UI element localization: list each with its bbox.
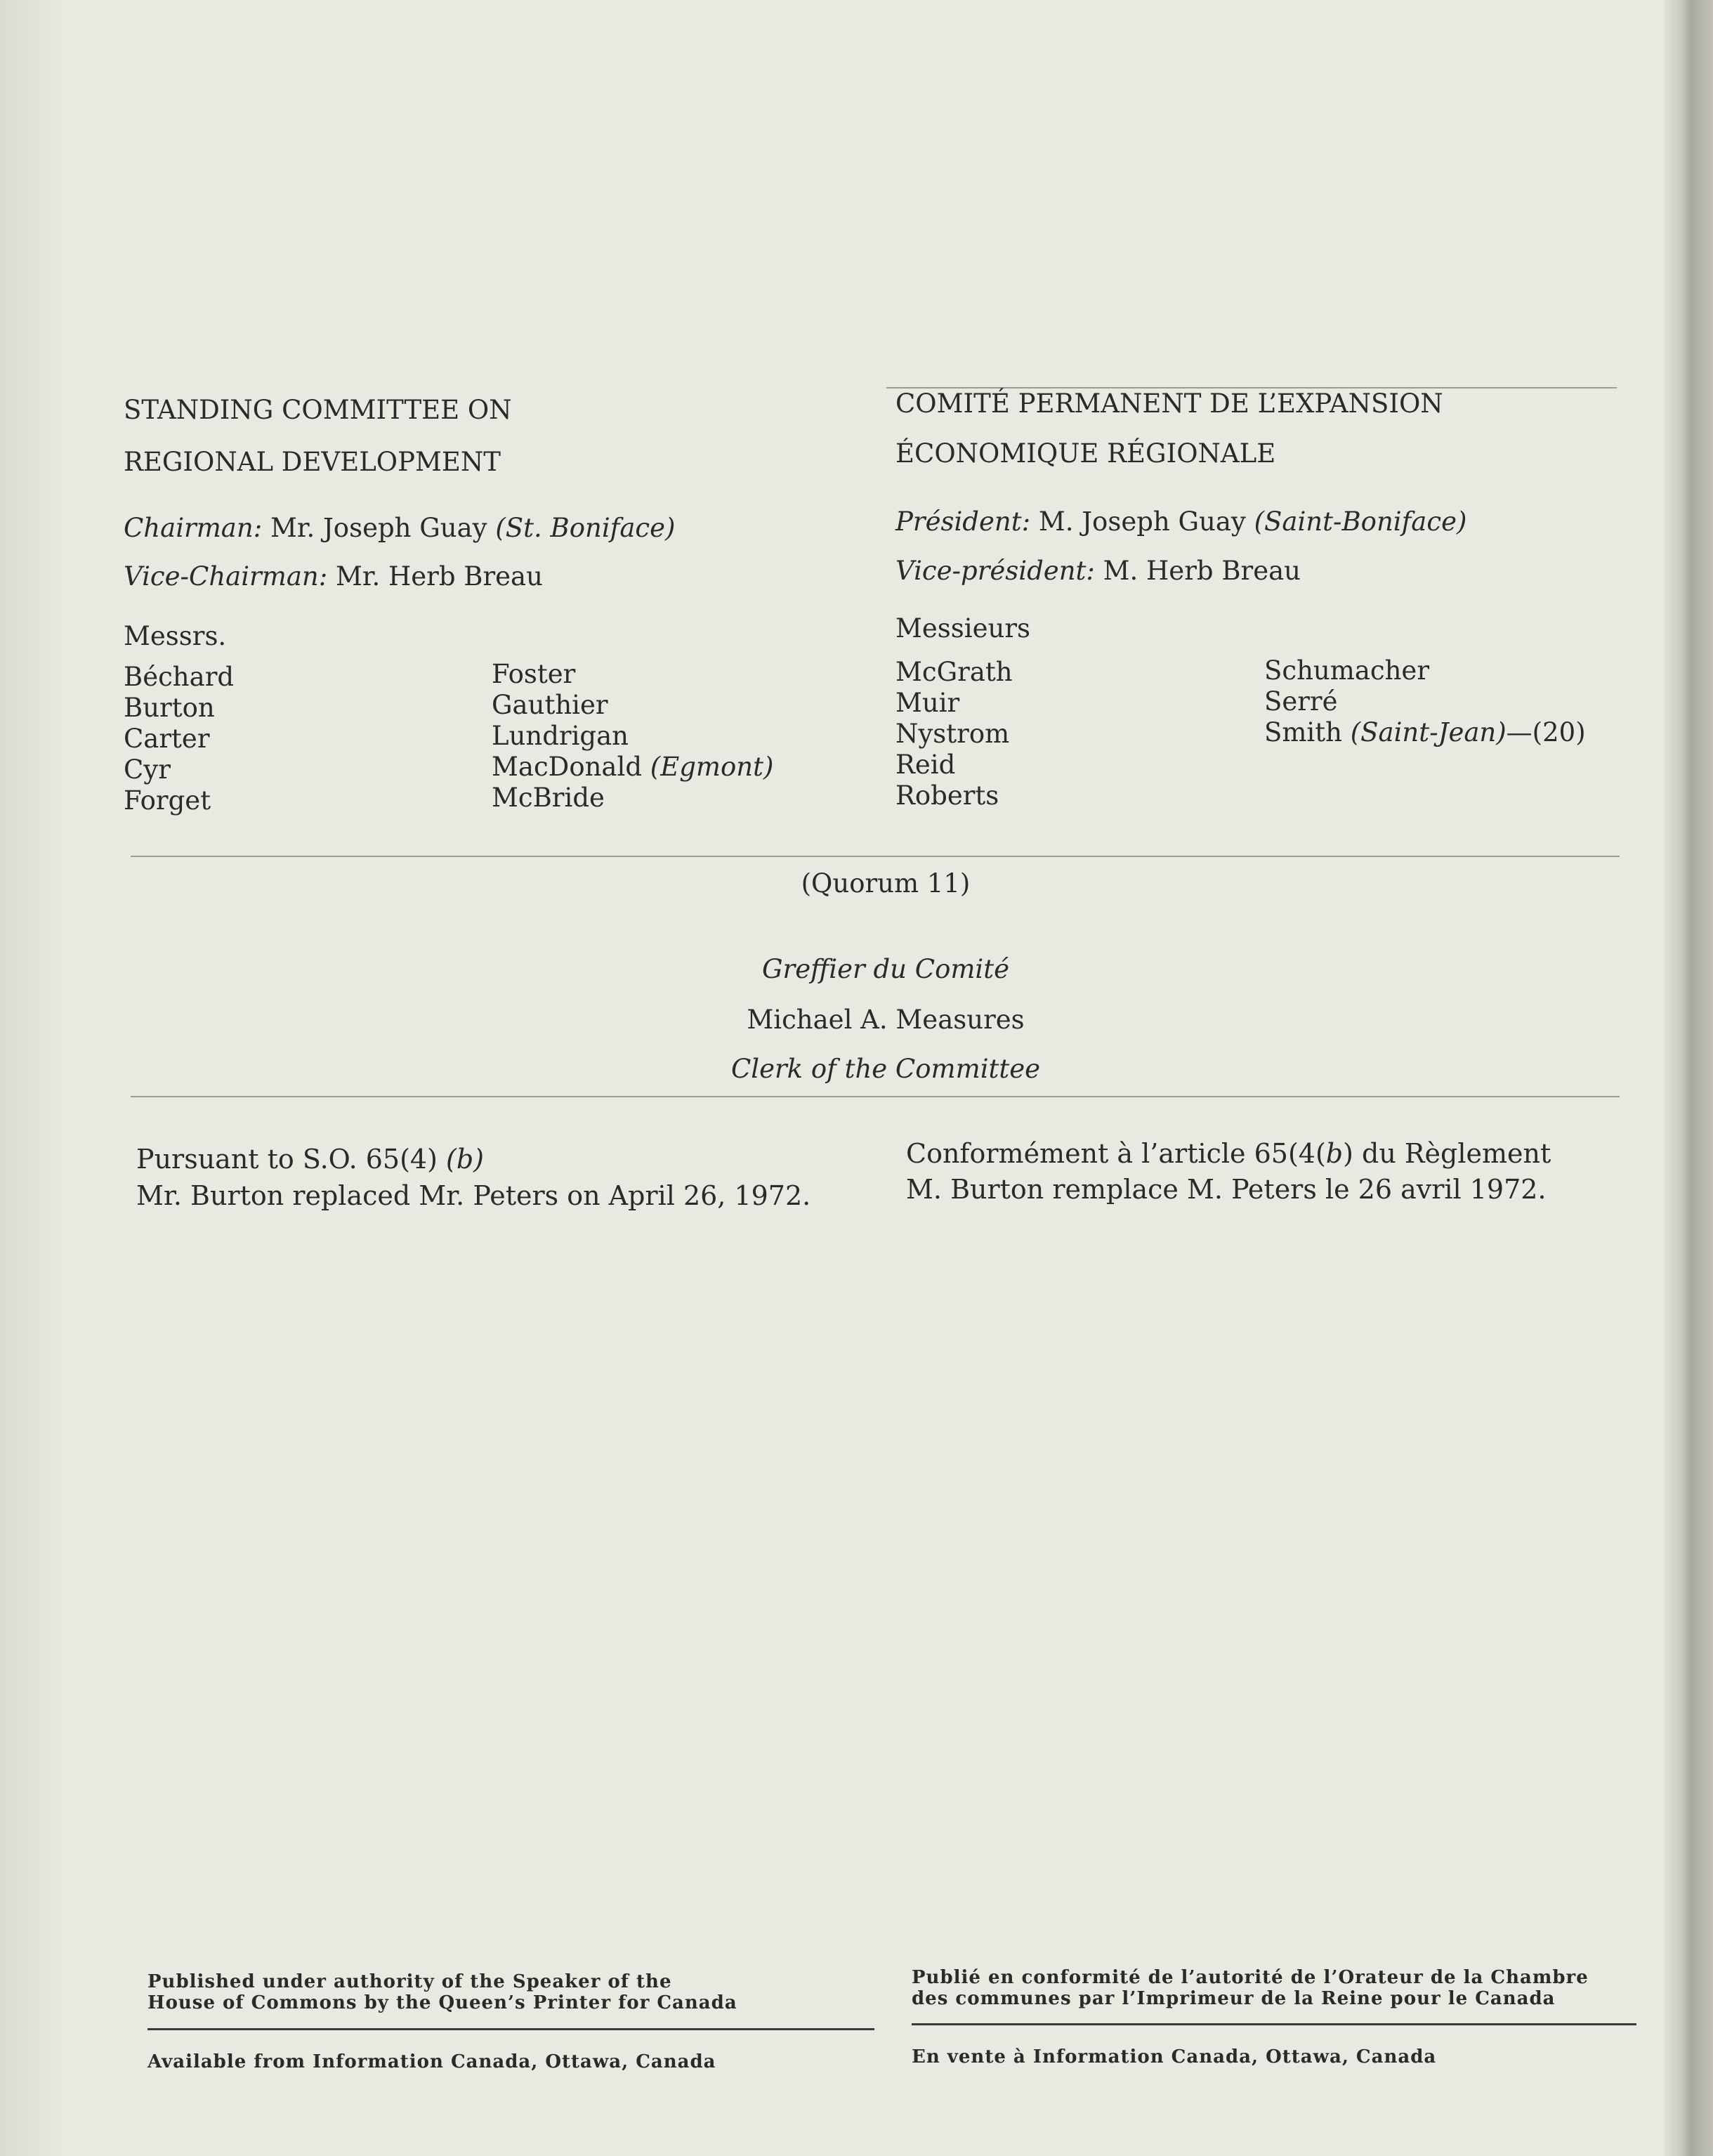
en-footer-line1: Published under authority of the Speaker of the <box>147 1971 672 1992</box>
member-name: Serré <box>1264 686 1338 717</box>
president-riding: (Saint-Boniface) <box>1254 507 1467 537</box>
fr-heading-line2: ÉCONOMIQUE RÉGIONALE <box>895 438 1276 469</box>
en-members-label: Messrs. <box>124 621 227 651</box>
member-name: Lundrigan <box>492 721 629 751</box>
fr-members-label: Messieurs <box>895 613 1030 643</box>
member-name: Roberts <box>895 780 999 811</box>
faint-rule-mid <box>131 856 1620 857</box>
smith-name: Smith <box>1264 717 1342 747</box>
en-members-col1 <box>124 662 234 816</box>
vice-president-label: Vice-président: <box>895 556 1095 586</box>
fr-notice-prefix: Conformément à l’article 65(4( <box>906 1138 1326 1169</box>
member-name: Gauthier <box>492 690 608 720</box>
chairman-name: Mr. Joseph Guay <box>270 513 487 543</box>
en-heading-line2: REGIONAL DEVELOPMENT <box>124 447 501 477</box>
member-name: McGrath <box>895 657 1013 687</box>
fr-members-col1 <box>895 657 1013 811</box>
en-footer-line2: House of Commons by the Queen’s Printer for Canada <box>147 1992 737 2013</box>
fr-notice-suffix: ) du Règlement <box>1343 1138 1551 1169</box>
fr-members-col2 <box>1264 655 1586 748</box>
member-name: Forget <box>124 785 211 816</box>
member-name-macdonald <box>492 752 773 783</box>
chairman-label: Chairman: <box>124 513 263 543</box>
member-name: Cyr <box>124 754 171 785</box>
smith-riding: (Saint-Jean) <box>1350 717 1507 747</box>
president-name: M. Joseph Guay <box>1038 507 1246 537</box>
member-name: Nystrom <box>895 719 1010 749</box>
fr-notice-line2: M. Burton remplace M. Peters le 26 avril 1972. <box>906 1174 1547 1205</box>
fr-footer-line1: Publié en conformité de l’autorité de l’Orateur de la Chambre <box>912 1967 1589 1988</box>
member-name: Foster <box>492 659 576 689</box>
member-name: Carter <box>124 724 210 754</box>
member-name: Reid <box>895 750 956 780</box>
en-notice-prefix: Pursuant to S.O. 65(4) <box>136 1144 438 1175</box>
en-members-col2 <box>492 659 773 814</box>
president-label: Président: <box>895 507 1031 537</box>
fr-heading-line1: COMITÉ PERMANENT DE L’EXPANSION <box>895 388 1443 419</box>
fr-president-line <box>895 507 1466 537</box>
quorum: (Quorum 11) <box>801 868 971 899</box>
chairman-riding: (St. Boniface) <box>495 513 676 543</box>
en-chairman-line <box>124 513 675 543</box>
en-notice-line1 <box>136 1144 484 1175</box>
fr-notice-b: b <box>1325 1138 1344 1169</box>
en-footer-available: Available from Information Canada, Ottawa, Canada <box>147 2051 716 2072</box>
member-name: Schumacher <box>1264 655 1430 686</box>
vice-chairman-label: Vice-Chairman: <box>124 561 328 592</box>
fr-footer-rule <box>912 2023 1636 2025</box>
member-name: Burton <box>124 693 215 723</box>
en-footer-rule <box>147 2028 874 2030</box>
en-notice-line2: Mr. Burton replaced Mr. Peters on April 26, 1972. <box>136 1180 811 1211</box>
member-name: Béchard <box>124 662 235 692</box>
clerk-title: Clerk of the Committee <box>730 1054 1041 1084</box>
en-vice-chairman-line <box>124 561 543 592</box>
en-heading-line1: STANDING COMMITTEE ON <box>124 395 512 425</box>
member-name-smith <box>1264 717 1586 748</box>
fr-footer-available: En vente à Information Canada, Ottawa, Canada <box>912 2046 1437 2067</box>
vice-president-name: M. Herb Breau <box>1103 556 1301 586</box>
macdonald-riding: (Egmont) <box>650 752 774 782</box>
vice-chairman-name: Mr. Herb Breau <box>335 561 543 592</box>
fr-footer-line2: des communes par l’Imprimeur de la Reine pour le Canada <box>912 1988 1556 2009</box>
en-notice-suffix: (b) <box>446 1144 484 1175</box>
clerk-name: Michael A. Measures <box>747 1005 1025 1035</box>
faint-rule-lower <box>131 1096 1620 1097</box>
member-name: McBride <box>492 783 605 813</box>
member-name: Muir <box>895 688 960 718</box>
fr-vice-president-line <box>895 556 1301 586</box>
macdonald-name: MacDonald <box>492 752 643 782</box>
greffier-label: Greffier du Comité <box>761 954 1010 984</box>
fr-notice-line1 <box>906 1138 1551 1169</box>
smith-suffix: —(20) <box>1506 717 1586 747</box>
